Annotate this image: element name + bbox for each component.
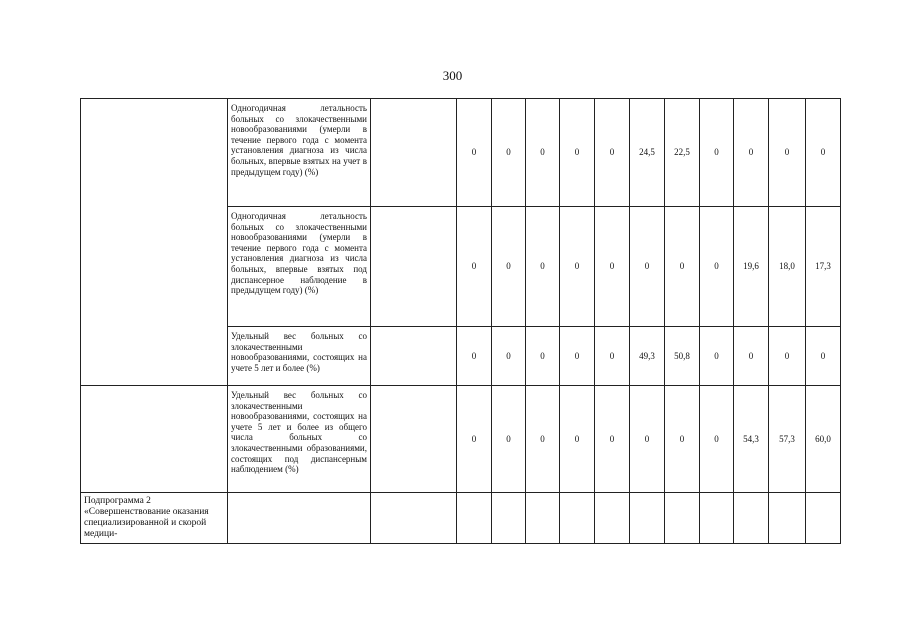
value-cell: 0 (595, 386, 630, 493)
empty-cell (492, 493, 526, 544)
value-cell: 0 (700, 207, 734, 327)
value-cell: 24,5 (630, 99, 665, 207)
value-cell: 22,5 (665, 99, 700, 207)
empty-cell (228, 493, 371, 544)
indicators-table (80, 98, 841, 544)
value-cell: 0 (700, 386, 734, 493)
value-cell: 0 (769, 327, 806, 386)
value-cell: 0 (492, 386, 526, 493)
indicator-description: Одногодичная летальность больных со злокачественными новообразованиями (умерли в течение первого года с момента установления диагноза из числа больных, впервые взятых на учет в предыдущем году) (%) (228, 99, 371, 207)
subprogram-label: Подпрограмма 2 «Совершенствование оказания специализированной и скорой медици- (81, 493, 228, 544)
value-cell: 0 (560, 386, 595, 493)
value-cell: 0 (769, 99, 806, 207)
value-cell: 19,6 (734, 207, 769, 327)
value-cell: 54,3 (734, 386, 769, 493)
value-cell: 0 (734, 327, 769, 386)
value-cell: 0 (526, 99, 560, 207)
value-cell: 0 (806, 99, 841, 207)
indicator-description: Одногодичная летальность больных со злокачественными новообразованиями (умерли в течение первого года с момента установления диагноза из числа больных, впервые взятых под диспансерное наблюдение в предыдущем году) (%) (228, 207, 371, 327)
value-cell: 0 (734, 99, 769, 207)
empty-cell (806, 493, 841, 544)
indicator-description: Удельный вес больных со злокачественными новообразованиями, состоящих на учете 5 лет и более (%) (228, 327, 371, 386)
value-cell: 0 (560, 207, 595, 327)
value-cell: 0 (595, 207, 630, 327)
table-row (81, 99, 841, 207)
empty-cell (371, 327, 457, 386)
value-cell: 0 (526, 386, 560, 493)
value-cell: 0 (457, 386, 492, 493)
empty-cell (371, 493, 457, 544)
value-cell: 0 (700, 99, 734, 207)
value-cell: 57,3 (769, 386, 806, 493)
value-cell: 0 (457, 207, 492, 327)
table-row (81, 493, 841, 544)
indicator-description: Удельный вес больных со злокачественными новообразованиями, состоящих на учете 5 лет и более из общего числа больных со злокачественными образованиями, состоящих под диспансерным наблюдением (%) (228, 386, 371, 493)
value-cell: 0 (492, 207, 526, 327)
value-cell: 0 (700, 327, 734, 386)
empty-cell (81, 99, 228, 386)
value-cell: 0 (560, 327, 595, 386)
empty-cell (700, 493, 734, 544)
empty-cell (526, 493, 560, 544)
value-cell: 49,3 (630, 327, 665, 386)
value-cell: 0 (457, 99, 492, 207)
empty-cell (371, 99, 457, 207)
value-cell: 0 (560, 99, 595, 207)
value-cell: 60,0 (806, 386, 841, 493)
value-cell: 0 (595, 99, 630, 207)
empty-cell (81, 386, 228, 493)
value-cell: 0 (492, 99, 526, 207)
value-cell: 18,0 (769, 207, 806, 327)
value-cell: 0 (526, 207, 560, 327)
empty-cell (734, 493, 769, 544)
value-cell: 0 (630, 386, 665, 493)
empty-cell (665, 493, 700, 544)
table-row (81, 386, 841, 493)
empty-cell (560, 493, 595, 544)
empty-cell (457, 493, 492, 544)
value-cell: 0 (665, 386, 700, 493)
value-cell: 0 (526, 327, 560, 386)
empty-cell (371, 207, 457, 327)
empty-cell (630, 493, 665, 544)
value-cell: 0 (595, 327, 630, 386)
value-cell: 0 (630, 207, 665, 327)
value-cell: 0 (492, 327, 526, 386)
value-cell: 50,8 (665, 327, 700, 386)
value-cell: 0 (665, 207, 700, 327)
value-cell: 0 (806, 327, 841, 386)
empty-cell (595, 493, 630, 544)
page-number: 300 (442, 68, 463, 83)
value-cell: 17,3 (806, 207, 841, 327)
value-cell: 0 (457, 327, 492, 386)
empty-cell (769, 493, 806, 544)
empty-cell (371, 386, 457, 493)
